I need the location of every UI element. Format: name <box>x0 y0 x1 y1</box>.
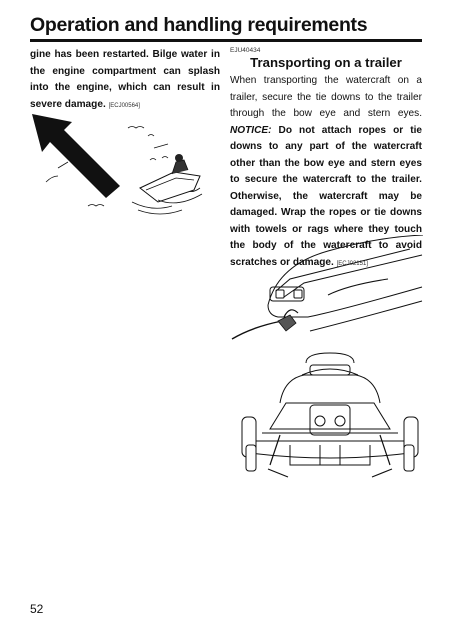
jetski-with-rider <box>140 154 202 203</box>
left-paragraph: gine has been restarted. Bilge water in the engine compartment can splash into the engine, which can result in severe damage. <box>30 49 220 110</box>
left-column <box>30 47 220 114</box>
notice-code: [ECJ02151] <box>336 260 368 267</box>
page-header-title: Operation and handling requirements <box>30 14 368 36</box>
left-code: [ECJ00564] <box>108 102 140 109</box>
notice-text: Do not attach ropes or tie downs to any part of the watercraft other than the bow eye and stern eyes to secure the watercraft to the trailer. Otherwise, the watercraft may be damaged. Wrap the ropes or tie downs with towels or rags where they touch the body of the watercraft to avoid scratches or damage. <box>230 124 422 268</box>
notice-label: NOTICE: <box>230 124 272 136</box>
direction-arrow-icon <box>32 114 120 198</box>
trailer-wheels <box>242 417 418 471</box>
bow-eye-illustration <box>228 235 423 340</box>
jetski-turning-illustration <box>28 110 228 225</box>
section-id: EJU40434 <box>230 47 261 54</box>
header-rule <box>30 39 422 42</box>
section-intro: When transporting the watercraft on a trailer, secure the tie downs to the trailer through the bow eye and stern eyes. <box>230 75 422 119</box>
section-title: Transporting on a trailer <box>250 55 402 70</box>
stern-trailer-illustration <box>240 345 420 490</box>
page-number: 52 <box>30 602 44 616</box>
bow-eye-rope <box>232 310 298 339</box>
